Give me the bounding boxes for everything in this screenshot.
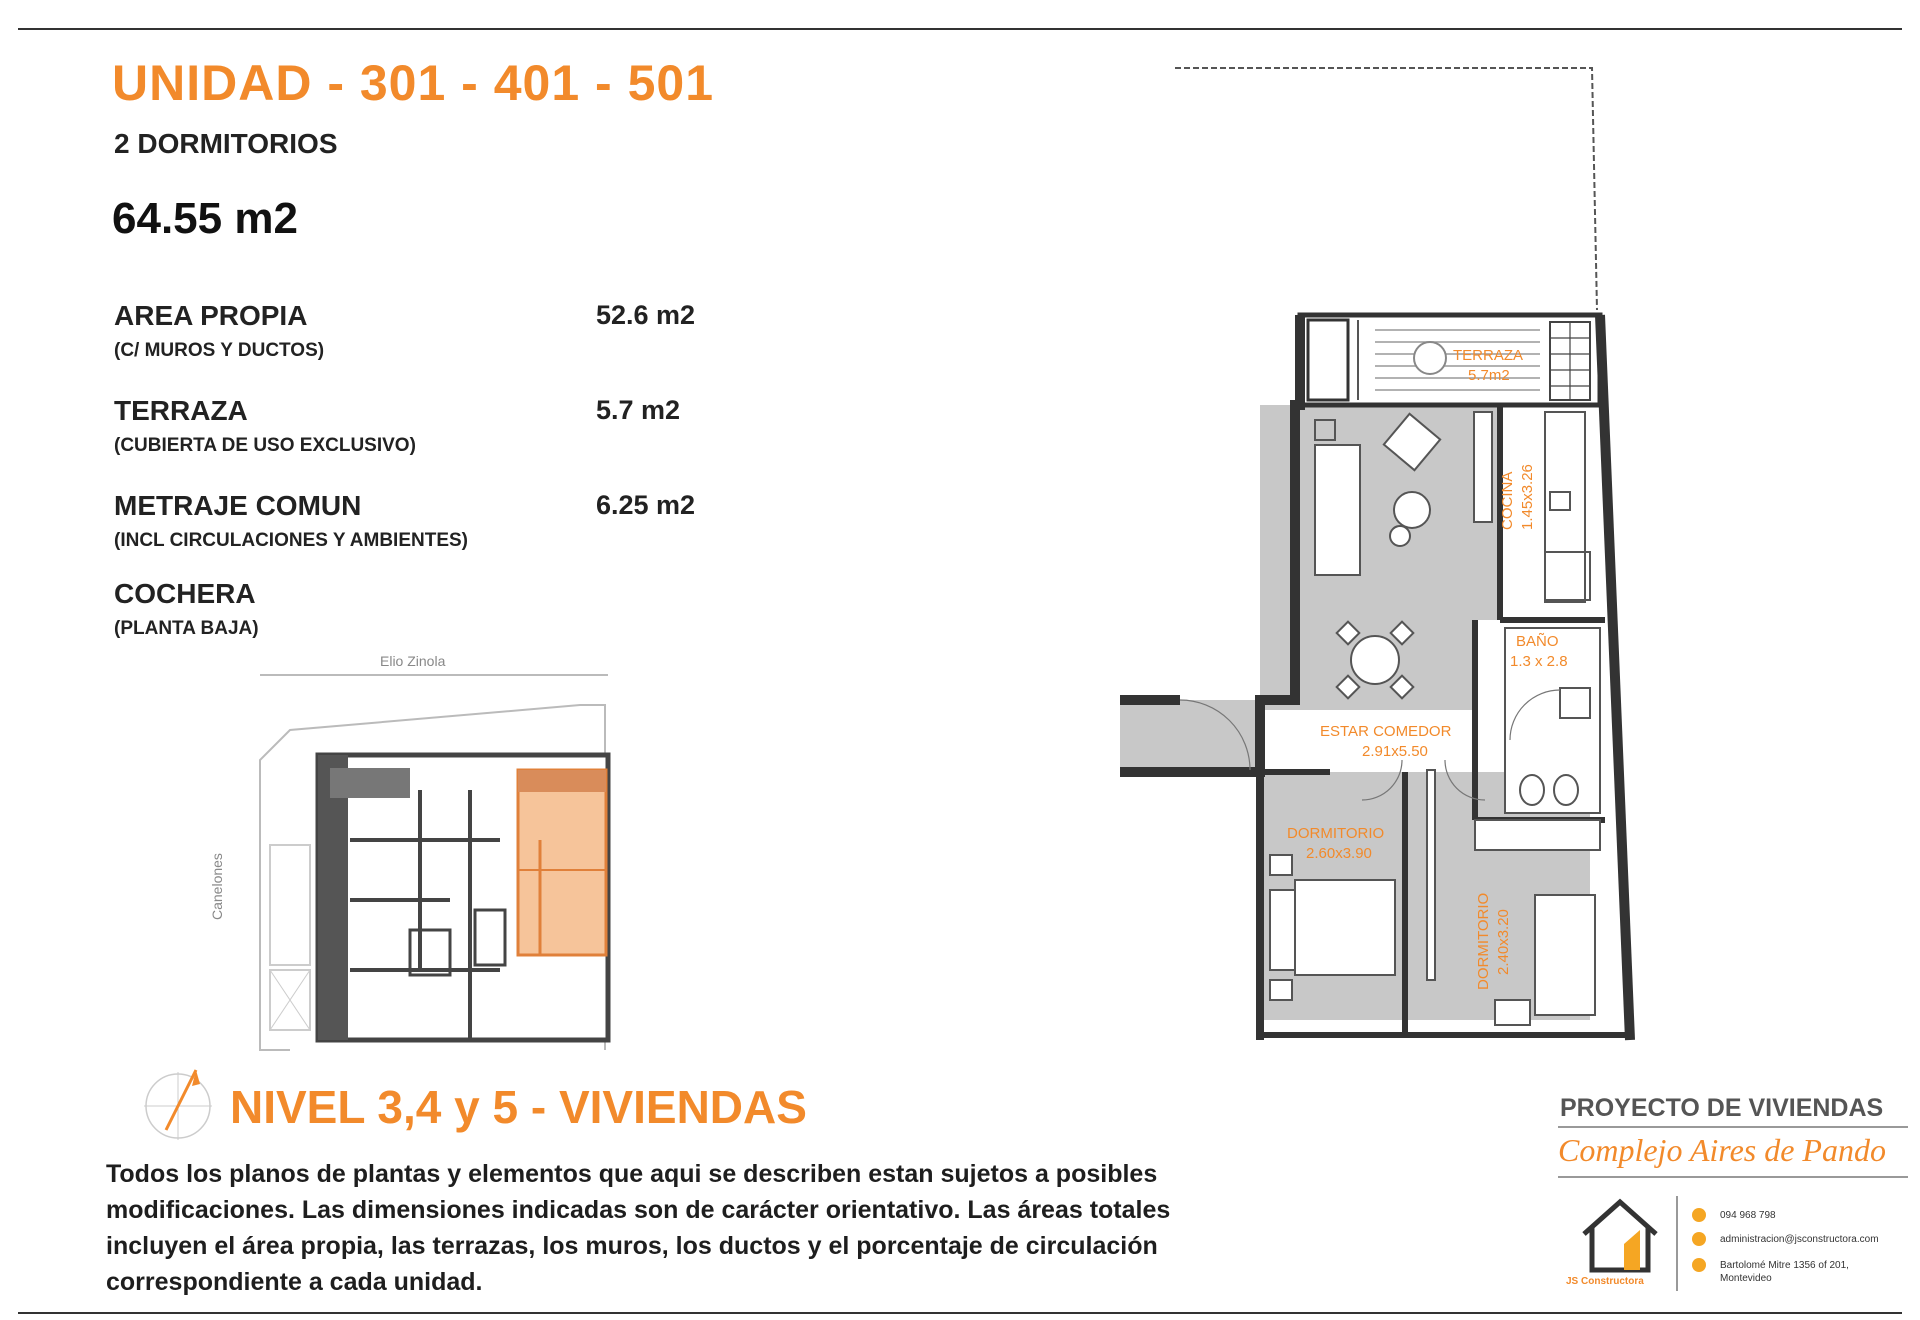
project-subtitle: Complejo Aires de Pando	[1558, 1132, 1886, 1168]
brand-divider	[1676, 1196, 1678, 1291]
bottom-rule	[18, 1312, 1902, 1314]
area-label: AREA PROPIA	[114, 300, 308, 331]
unit-title: UNIDAD - 301 - 401 - 501	[112, 55, 715, 111]
room-name-bano: BAÑO	[1516, 633, 1559, 650]
area-note: (CUBIERTA DE USO EXCLUSIVO)	[114, 435, 416, 456]
area-value: 6.25 m2	[596, 490, 696, 520]
room-size-estar: 2.91x5.50	[1362, 743, 1428, 760]
room-name-terraza: TERRAZA	[1453, 347, 1524, 364]
site-key-plan	[200, 640, 620, 1070]
room-name-estar: ESTAR COMEDOR	[1320, 723, 1452, 740]
contact-email: administracion@jsconstructora.com	[1720, 1234, 1879, 1245]
area-value: 5.7 m2	[596, 395, 681, 425]
location-icon	[1692, 1258, 1706, 1272]
room-size-cocina: 1.45x3.26	[1519, 464, 1536, 530]
room-size-dormitorio-1: 2.60x3.90	[1306, 845, 1372, 862]
email-icon	[1692, 1232, 1706, 1246]
room-size-terraza: 5.7m2	[1468, 367, 1510, 384]
area-label: TERRAZA	[114, 395, 248, 426]
contact-phone: 094 968 798	[1720, 1210, 1776, 1221]
area-note: (PLANTA BAJA)	[114, 618, 259, 639]
house-logo-icon	[1578, 1196, 1662, 1276]
highlighted-unit	[518, 770, 606, 955]
area-note: (INCL CIRCULACIONES Y AMBIENTES)	[114, 530, 468, 551]
room-size-dormitorio-2: 2.40x3.20	[1495, 909, 1512, 975]
phone-icon	[1692, 1208, 1706, 1222]
compass-icon	[136, 1064, 220, 1148]
total-area: 64.55 m2	[112, 194, 298, 243]
bedrooms-label: 2 DORMITORIOS	[114, 128, 338, 159]
room-name-dormitorio-2: DORMITORIO	[1475, 892, 1492, 990]
area-row-comun	[114, 490, 734, 570]
street-label-left: Canelones	[209, 853, 225, 920]
top-rule	[18, 28, 1902, 30]
project-divider-bottom	[1558, 1176, 1908, 1178]
area-row-terraza	[114, 395, 734, 475]
area-row-propia	[114, 300, 734, 380]
contact-address: Bartolomé Mitre 1356 of 201, Montevideo	[1720, 1260, 1849, 1284]
street-label-top: Elio Zinola	[380, 653, 446, 669]
room-name-dormitorio-1: DORMITORIO	[1287, 825, 1385, 842]
project-divider	[1558, 1126, 1908, 1128]
disclaimer: Todos los planos de plantas y elementos que aqui se describen estan sujetos a posibles modificaciones. Las dimensiones indicadas son de carácter orientativo. Las áreas totales incluyen el área propia, las terrazas, los muros, los ductos y el porcentaje de circulación correspondiente a cada unidad.	[106, 1160, 1171, 1296]
room-name-cocina: COCINA	[1499, 471, 1516, 530]
project-name: PROYECTO DE VIVIENDAS	[1560, 1094, 1884, 1122]
brand-name: JS Constructora	[1566, 1276, 1644, 1287]
area-value: 52.6 m2	[596, 300, 696, 330]
area-label: COCHERA	[114, 578, 256, 609]
area-label: METRAJE COMUN	[114, 490, 362, 521]
room-size-bano: 1.3 x 2.8	[1510, 653, 1568, 670]
floor-plan	[1100, 60, 1640, 1050]
area-note: (C/ MUROS Y DUCTOS)	[114, 340, 325, 361]
level-title: NIVEL 3,4 y 5 - VIVIENDAS	[230, 1081, 807, 1133]
